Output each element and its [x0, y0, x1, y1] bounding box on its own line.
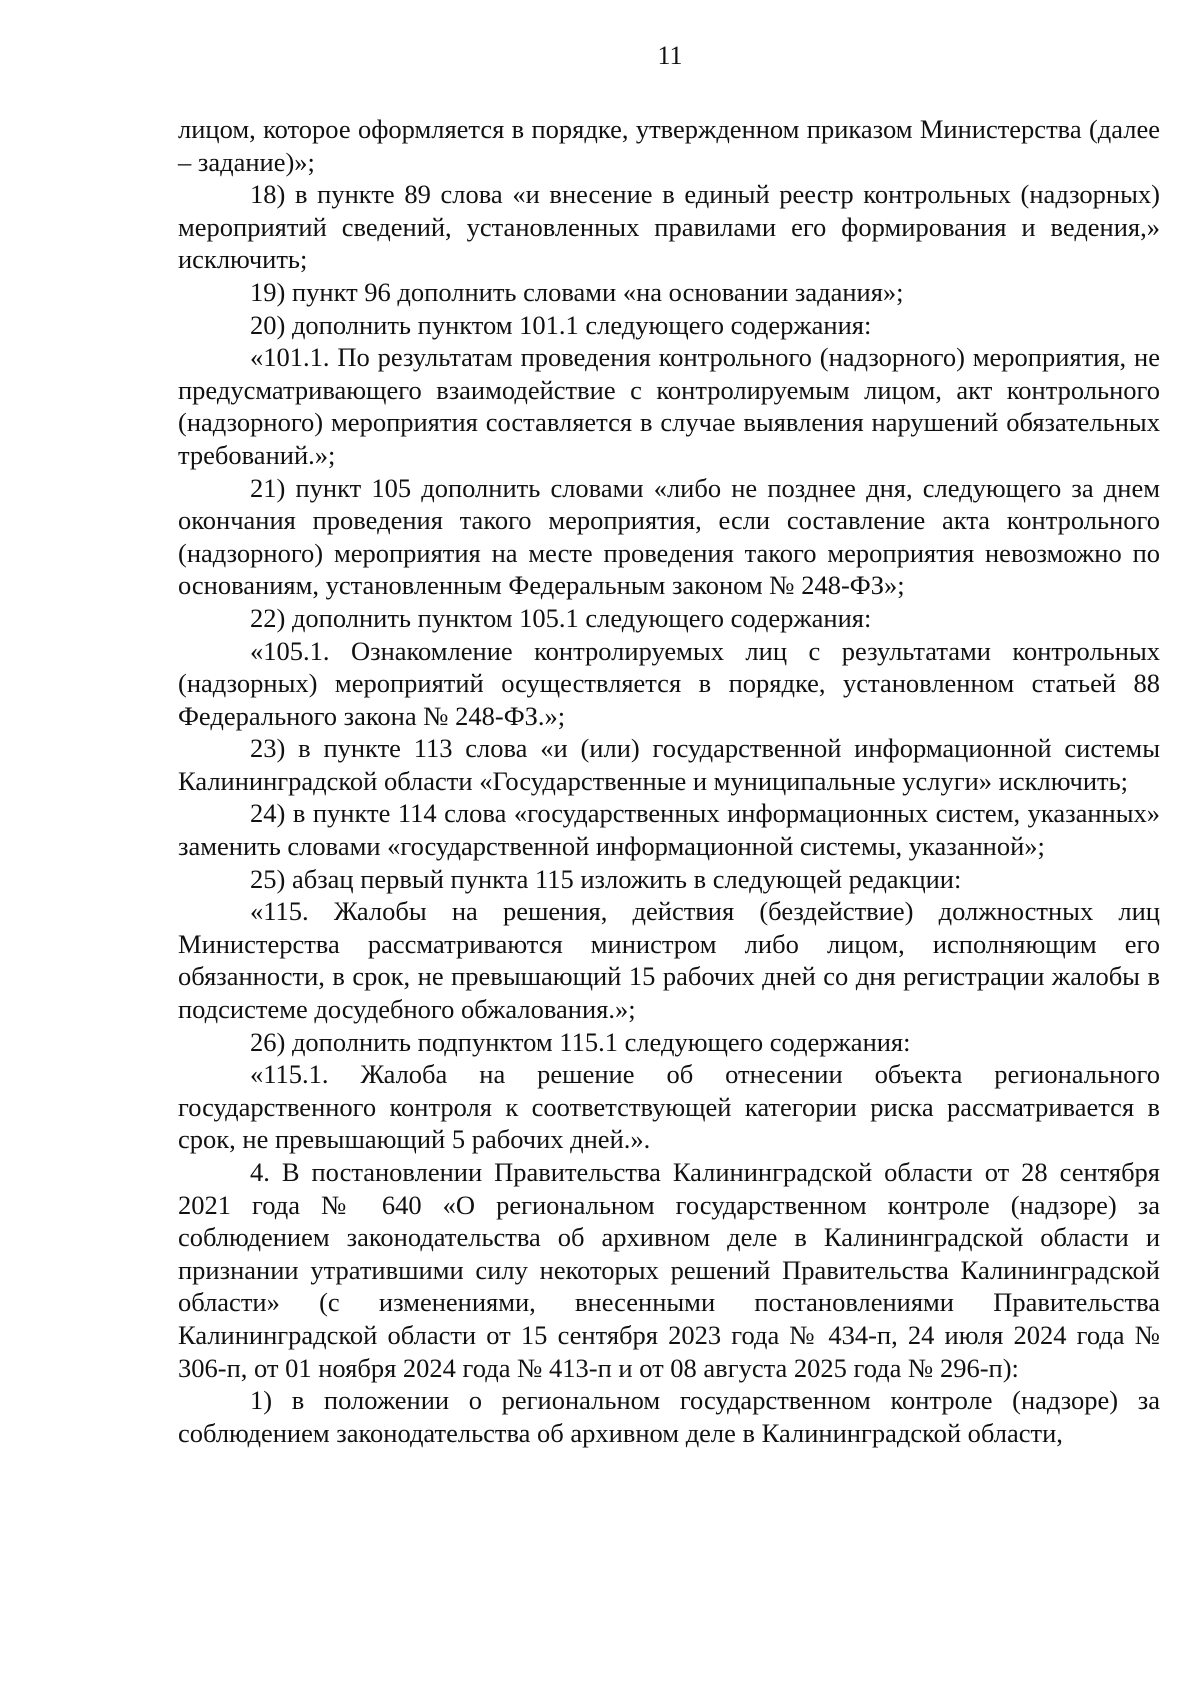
paragraph-item-21: 21) пункт 105 дополнить словами «либо не позднее дня, следующего за днем окончания проведения такого мероприятия, если составление акта контрольного (надзорного) мероприятия на месте проведения такого мероприятия невозможно по основаниям, установленным Федеральным законом № 248-ФЗ»;	[178, 472, 1160, 601]
paragraph-section-4-item-1: 1) в положении о региональном государственном контроле (надзоре) за соблюдением законодательства об архивном деле в Калининградской области,	[178, 1385, 1160, 1448]
paragraph-item-25: 25) абзац первый пункта 115 изложить в следующей редакции:	[250, 863, 962, 894]
paragraph-item-26: 26) дополнить подпунктом 115.1 следующего содержания:	[250, 1026, 911, 1057]
page-number: 11	[657, 41, 683, 70]
paragraph-item-22: 22) дополнить пунктом 105.1 следующего содержания:	[250, 602, 872, 633]
paragraph-item-18: 18) в пункте 89 слова «и внесение в единый реестр контрольных (надзорных) мероприятий сведений, установленных правилами его формирования и ведения,» исключить;	[178, 179, 1160, 275]
paragraph-continuation: лицом, которое оформляется в порядке, утвержденном приказом Министерства (далее – задание)»;	[178, 114, 1160, 177]
document-body	[178, 113, 1160, 1449]
paragraph-item-23: 23) в пункте 113 слова «и (или) государственной информационной системы Калининградской области «Государственные и муниципальные услуги» исключить;	[178, 733, 1160, 796]
paragraph-item-19: 19) пункт 96 дополнить словами «на основании задания»;	[250, 276, 904, 307]
paragraph-quote-115: «115. Жалобы на решения, действия (бездействие) должностных лиц Министерства рассматриваются министром либо лицом, исполняющим его обязанности, в срок, не превышающий 15 рабочих дней со дня регистрации жалобы в подсистеме досудебного обжалования.»;	[178, 896, 1160, 1025]
paragraph-section-4: 4. В постановлении Правительства Калининградской области от 28 сентября 2021 года № 640 «О региональном государственном контроле (надзоре) за соблюдением законодательства об архивном деле в Калининградской области и признании утратившими силу некоторых решений Правительства Калининградской области» (с изменениями, внесенными постановлениями Правительства Калининградской области от 15 сентября 2023 года № 434-п, 24 июля 2024 года № 306-п, от 01 ноября 2024 года № 413-п и от 08 августа 2025 года № 296-п):	[178, 1157, 1160, 1383]
paragraph-item-20: 20) дополнить пунктом 101.1 следующего содержания:	[250, 309, 872, 340]
paragraph-quote-101-1: «101.1. По результатам проведения контрольного (надзорного) мероприятия, не предусматривающего взаимодействие с контролируемым лицом, акт контрольного (надзорного) мероприятия составляется в случае выявления нарушений обязательных требований.»;	[178, 342, 1160, 470]
paragraph-item-24: 24) в пункте 114 слова «государственных информационных систем, указанных» заменить словами «государственной информационной системы, указанной»;	[178, 798, 1160, 862]
paragraph-quote-105-1: «105.1. Ознакомление контролируемых лиц с результатами контрольных (надзорных) мероприятий осуществляется в порядке, установленном статьей 88 Федерального закона № 248-ФЗ.»;	[178, 635, 1160, 731]
paragraph-quote-115-1: «115.1. Жалоба на решение об отнесении объекта регионального государственного контроля к соответствующей категории риска рассматривается в срок, не превышающий 5 рабочих дней.».	[178, 1059, 1160, 1155]
